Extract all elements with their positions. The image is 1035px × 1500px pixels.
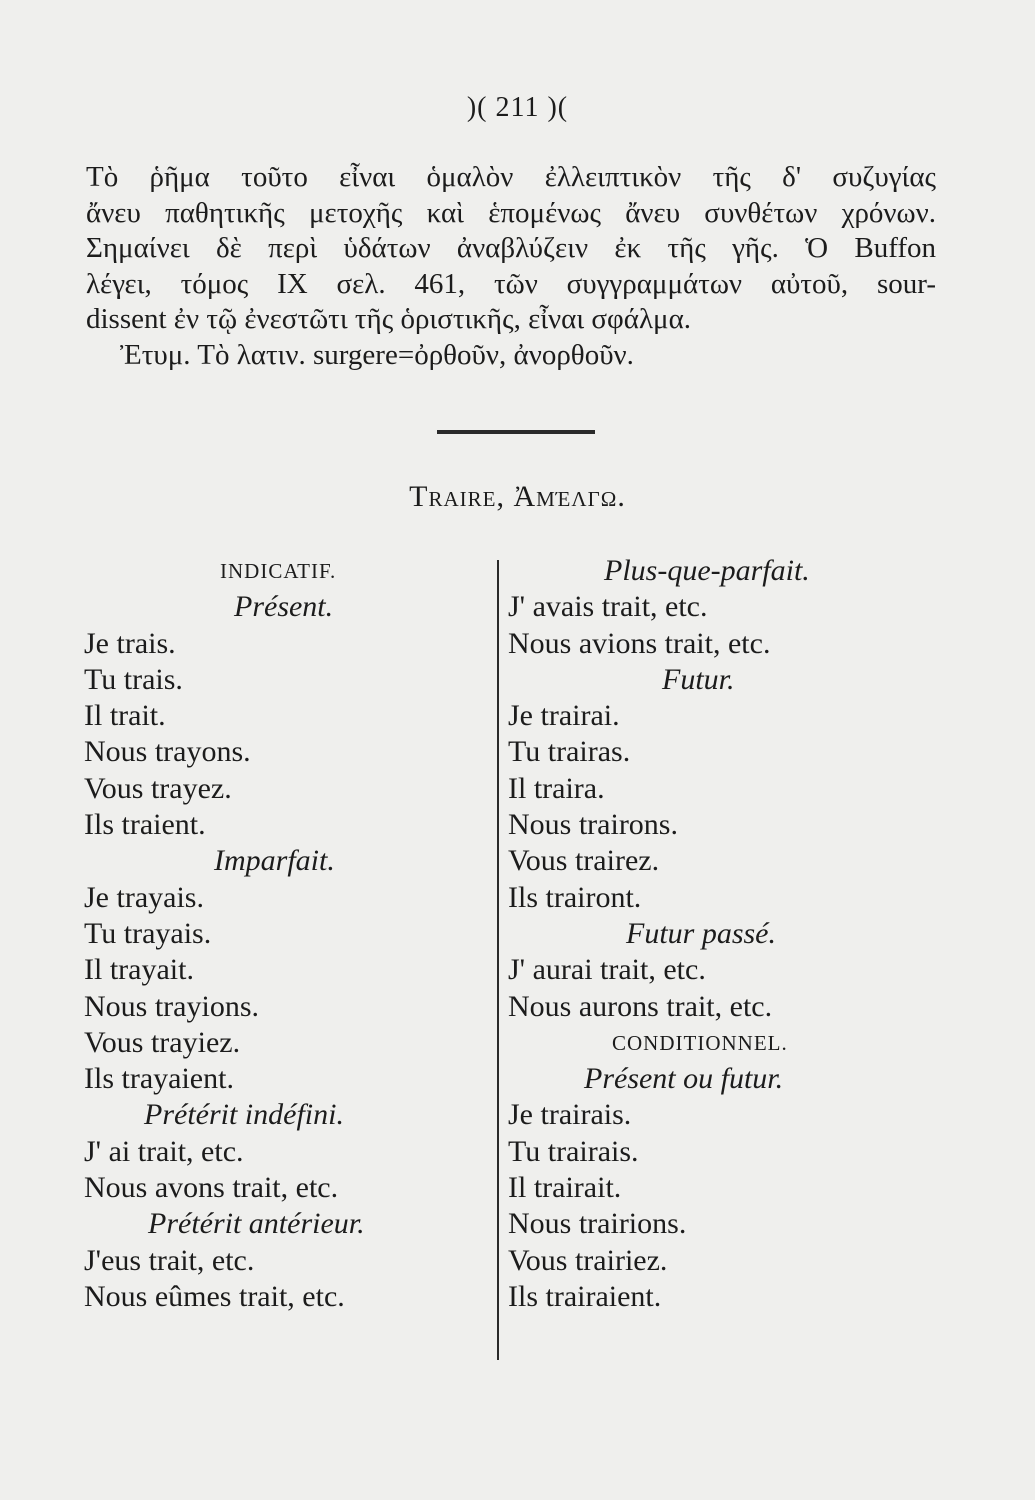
conjugation-form: J' aurai trait, etc.	[508, 953, 706, 987]
conjugation-form: Vous trairiez.	[508, 1243, 668, 1277]
left-conjugation-column	[84, 553, 484, 1315]
tense-heading: Présent ou futur.	[584, 1062, 784, 1096]
tense-heading: Imparfait.	[214, 844, 335, 878]
conjugation-form: Je trais.	[84, 626, 176, 660]
column-divider	[497, 560, 499, 1360]
tense-heading: Futur.	[662, 662, 735, 696]
conjugation-form: Il traira.	[508, 771, 605, 805]
conjugation-form: Ils trayaient.	[84, 1062, 234, 1096]
conjugation-form: Nous avions trait, etc.	[508, 626, 771, 660]
conjugation-form: J'eus trait, etc.	[84, 1243, 255, 1277]
mood-heading: INDICATIF.	[220, 559, 337, 583]
intro-line: λέγει, τόμος IX σελ. 461, τῶν συγγραμμάτων αὐτοῦ, sour-	[86, 267, 936, 300]
conjugation-form: Je trairai.	[508, 699, 620, 733]
intro-line: ἄνευ παθητικῆς μετοχῆς καὶ ἑπομένως ἄνευ συνθέτων χρόνων.	[86, 196, 936, 229]
tense-heading: Futur passé.	[626, 916, 776, 950]
conjugation-form: Nous avons trait, etc.	[84, 1171, 339, 1205]
section-rule	[437, 430, 595, 434]
conjugation-form: Ils traient.	[84, 808, 206, 842]
conjugation-form: Il trayait.	[84, 953, 194, 987]
right-conjugation-column	[508, 553, 928, 1315]
tense-heading: Prétérit antérieur.	[148, 1207, 365, 1241]
conjugation-form: Tu trayais.	[84, 916, 212, 950]
intro-line: Σημαίνει δὲ περὶ ὑδάτων ἀναβλύζειν ἐκ τῆς γῆς. Ὁ Buffon	[86, 232, 936, 264]
conjugation-form: J' avais trait, etc.	[508, 590, 708, 624]
conjugation-form: Nous trayons.	[84, 735, 251, 769]
intro-line: Ἐτυμ. Τὸ λατιν. surgere=ὀρθοῦν, ἀνορθοῦν.	[120, 338, 634, 371]
intro-line: dissent ἐν τῷ ἐνεστῶτι τῆς ὁριστικῆς, εἶναι σφάλμα.	[86, 303, 692, 335]
conjugation-form: Nous eûmes trait, etc.	[84, 1279, 345, 1313]
conjugation-form: Vous trayiez.	[84, 1025, 241, 1059]
conjugation-form: Vous trairez.	[508, 844, 660, 878]
section-title: Traire, Ἀμέλγω.	[409, 480, 626, 513]
conjugation-form: Vous trayez.	[84, 771, 232, 805]
conjugation-form: Tu trais.	[84, 662, 183, 696]
conjugation-form: Il trairait.	[508, 1171, 622, 1205]
conjugation-form: J' ai trait, etc.	[84, 1134, 244, 1168]
tense-heading: Prétérit indéfini.	[144, 1098, 344, 1132]
conjugation-form: Nous trairons.	[508, 808, 678, 842]
tense-heading: Présent.	[234, 590, 334, 624]
conjugation-form: Ils trairont.	[508, 880, 642, 914]
conjugation-form: Nous trairions.	[508, 1207, 687, 1241]
mood-heading: CONDITIONNEL.	[612, 1030, 788, 1055]
conjugation-form: Nous aurons trait, etc.	[508, 989, 773, 1023]
conjugation-form: Tu trairas.	[508, 735, 631, 769]
conjugation-form: Je trairais.	[508, 1098, 632, 1132]
conjugation-form: Ils trairaient.	[508, 1279, 662, 1313]
page-number: )( 211 )(	[466, 92, 569, 123]
tense-heading: Plus-que-parfait.	[604, 554, 810, 587]
conjugation-form: Tu trairais.	[508, 1134, 639, 1168]
conjugation-form: Je trayais.	[84, 880, 204, 914]
intro-paragraph	[86, 160, 936, 373]
conjugation-form: Nous trayions.	[84, 989, 259, 1023]
intro-line: Τὸ ῥῆμα τοῦτο εἶναι ὁμαλὸν ἐλλειπτικὸν τῆς δ' συζυγίας	[86, 161, 936, 193]
conjugation-form: Il trait.	[84, 699, 166, 733]
